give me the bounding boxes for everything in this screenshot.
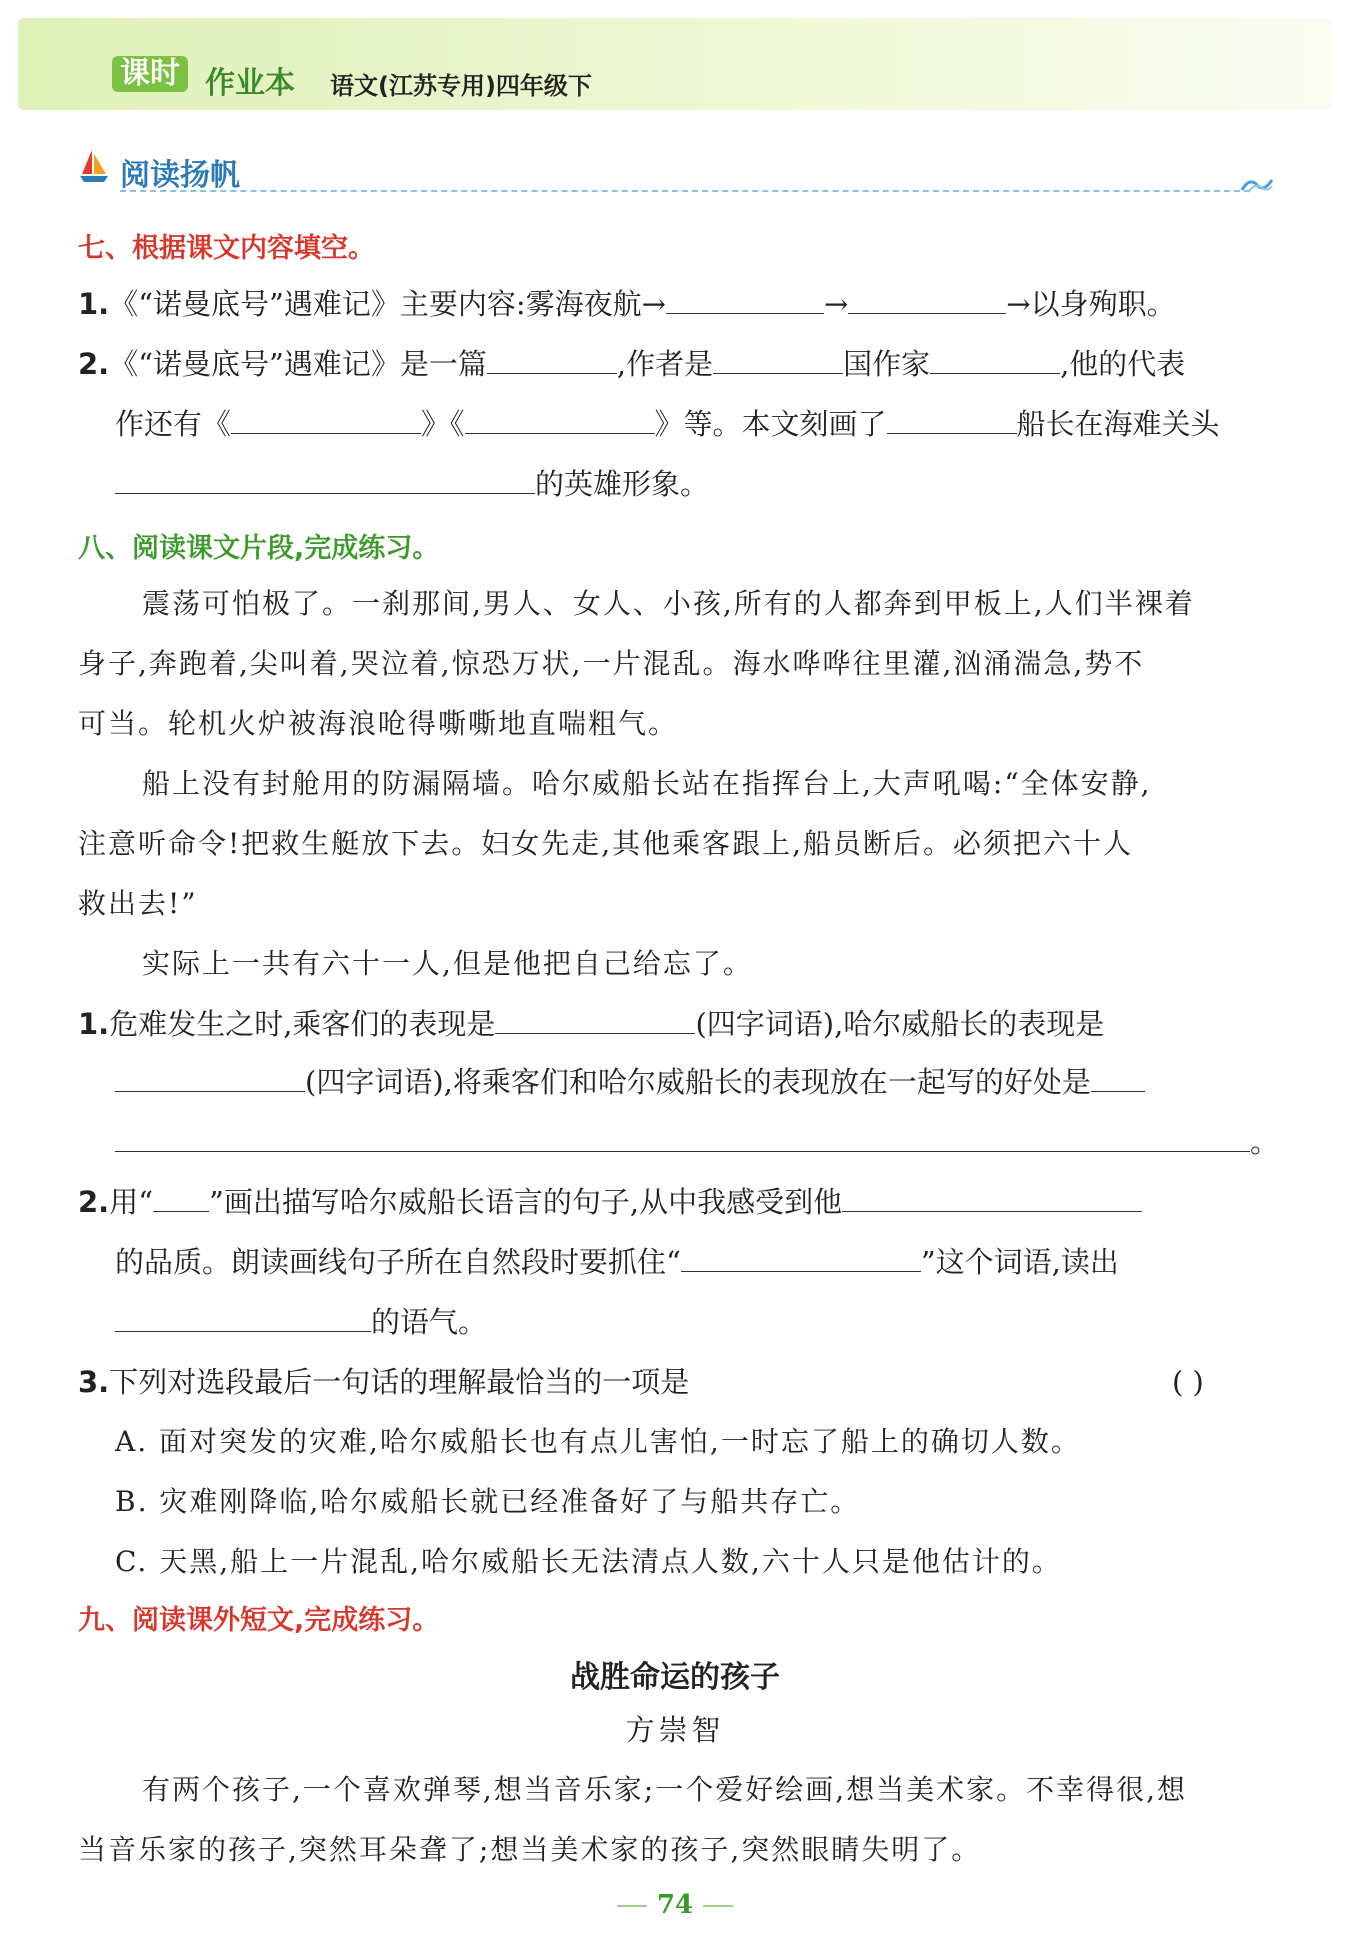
q2-text: 国作家 xyxy=(843,347,931,381)
answer-blank[interactable] xyxy=(465,405,655,434)
q2-text: 的英雄形象。 xyxy=(535,467,710,501)
q-text: ”这个词语,读出 xyxy=(920,1245,1119,1279)
arrow-3: → xyxy=(1006,287,1031,321)
part8-q2-line1 xyxy=(78,1182,1142,1222)
q-text: 的语气。 xyxy=(371,1305,488,1339)
q2-text: 》等。本文刻画了 xyxy=(654,407,887,441)
part9-heading: 九、阅读课外短文,完成练习。 xyxy=(78,1605,440,1636)
part8-q2-line2 xyxy=(115,1242,1119,1282)
answer-blank[interactable] xyxy=(153,1183,209,1212)
answer-blank[interactable] xyxy=(115,1063,305,1092)
passage-line: 震荡可怕极了。一刹那间,男人、女人、小孩,所有的人都奔到甲板上,人们半裸着 xyxy=(142,587,1195,620)
passage-line: 注意听命令!把救生艇放下去。妇女先走,其他乘客跟上,船员断后。必须把六十人 xyxy=(78,827,1134,860)
part8-q1-line3 xyxy=(115,1122,1279,1162)
answer-blank[interactable] xyxy=(842,1183,1142,1212)
part7-q1 xyxy=(78,284,1176,324)
story-line: 有两个孩子,一个喜欢弹琴,想当音乐家;一个爱好绘画,想当美术家。不幸得很,想 xyxy=(142,1773,1188,1806)
arrow-2: → xyxy=(823,287,849,321)
passage-line: 船上没有封舱用的防漏隔墙。哈尔威船长站在指挥台上,大声吼喝:“全体安静, xyxy=(142,767,1152,800)
answer-blank[interactable] xyxy=(115,465,535,494)
part7-q2-line3 xyxy=(115,464,709,504)
q2-text: 船长在海难关头 xyxy=(1016,407,1220,441)
story-author: 方崇智 xyxy=(625,1713,725,1747)
section-divider xyxy=(120,190,1250,192)
answer-blank[interactable] xyxy=(487,345,617,374)
question-number: 2. xyxy=(78,1185,110,1219)
part7-q2-line2 xyxy=(115,404,1220,444)
answer-paren[interactable]: ( ) xyxy=(1172,1365,1204,1399)
q2-text: ,作者是 xyxy=(616,347,714,381)
page-dash-left xyxy=(617,1905,647,1907)
section-title: 阅读扬帆 xyxy=(120,158,240,193)
q-text: 的品质。朗读画线句子所在自然段时要抓住“ xyxy=(115,1245,681,1279)
q2-text: 《“诺曼底号”遇难记》是一篇 xyxy=(109,347,487,381)
answer-blank[interactable] xyxy=(681,1243,921,1272)
page-dash-right xyxy=(703,1905,733,1907)
page-number xyxy=(0,1890,1350,1920)
answer-blank[interactable] xyxy=(1091,1063,1145,1092)
wave-icon xyxy=(1240,174,1274,194)
part7-heading: 七、根据课文内容填空。 xyxy=(78,233,375,264)
answer-blank[interactable] xyxy=(930,345,1060,374)
q-text: 用“ xyxy=(109,1185,154,1219)
arrow-1: → xyxy=(641,287,666,321)
part8-q3 xyxy=(78,1362,689,1402)
question-number: 1. xyxy=(78,287,110,321)
q-text: (四字词语),将乘客们和哈尔威船长的表现放在一起写的好处是 xyxy=(305,1065,1091,1099)
subject-title: 语文(江苏专用)四年级下 xyxy=(330,72,592,100)
answer-blank[interactable] xyxy=(666,285,824,314)
passage-line: 实际上一共有六十一人,但是他把自己给忘了。 xyxy=(142,947,753,980)
q-text: (四字词语),哈尔威船长的表现是 xyxy=(695,1007,1105,1041)
question-number: 1. xyxy=(78,1007,110,1041)
answer-blank[interactable] xyxy=(713,345,843,374)
answer-blank[interactable] xyxy=(495,1005,695,1034)
q-text: 。 xyxy=(1250,1125,1280,1159)
q1-text-end: 以身殉职。 xyxy=(1030,287,1176,321)
answer-blank[interactable] xyxy=(231,405,421,434)
answer-blank[interactable] xyxy=(887,405,1017,434)
passage-line: 可当。轮机火炉被海浪呛得嘶嘶地直喘粗气。 xyxy=(78,707,679,740)
part8-q1-line1 xyxy=(78,1004,1104,1044)
q2-text: 作还有《 xyxy=(115,407,232,441)
part8-q2-line3 xyxy=(115,1302,487,1342)
option-b[interactable]: B. 灾难刚降临,哈尔威船长就已经准备好了与船共存亡。 xyxy=(115,1485,861,1518)
brand-logo: 课时 xyxy=(112,56,188,92)
passage-line: 身子,奔跑着,尖叫着,哭泣着,惊恐万状,一片混乱。海水哗哗往里灌,汹涌湍急,势不 xyxy=(78,647,1145,680)
passage-line: 救出去!” xyxy=(78,887,198,920)
answer-blank[interactable] xyxy=(115,1123,1250,1152)
option-c[interactable]: C. 天黑,船上一片混乱,哈尔威船长无法清点人数,六十人只是他估计的。 xyxy=(115,1545,1062,1578)
sailboat-icon xyxy=(78,148,110,184)
q2-text: 》《 xyxy=(421,407,465,441)
answer-blank[interactable] xyxy=(115,1303,371,1332)
story-title: 战胜命运的孩子 xyxy=(570,1660,780,1695)
question-number: 3. xyxy=(78,1365,110,1399)
q-text: ”画出描写哈尔威船长语言的句子,从中我感受到他 xyxy=(209,1185,843,1219)
part8-q1-line2 xyxy=(115,1062,1145,1102)
page-number-text: 74 xyxy=(656,1890,694,1920)
brand-name: 作业本 xyxy=(205,66,295,101)
q-text: 下列对选段最后一句话的理解最恰当的一项是 xyxy=(109,1365,690,1399)
q-text: 危难发生之时,乘客们的表现是 xyxy=(109,1007,496,1041)
part7-q2-line1 xyxy=(78,344,1185,384)
option-a[interactable]: A. 面对突发的灾难,哈尔威船长也有点儿害怕,一时忘了船上的确切人数。 xyxy=(115,1425,1081,1458)
question-number: 2. xyxy=(78,347,110,381)
q2-text: ,他的代表 xyxy=(1060,347,1186,381)
q1-text: 《“诺曼底号”遇难记》主要内容:雾海夜航 xyxy=(109,287,642,321)
part8-heading: 八、阅读课文片段,完成练习。 xyxy=(78,533,440,564)
answer-blank[interactable] xyxy=(848,285,1006,314)
story-line: 当音乐家的孩子,突然耳朵聋了;想当美术家的孩子,突然眼睛失明了。 xyxy=(78,1833,982,1866)
